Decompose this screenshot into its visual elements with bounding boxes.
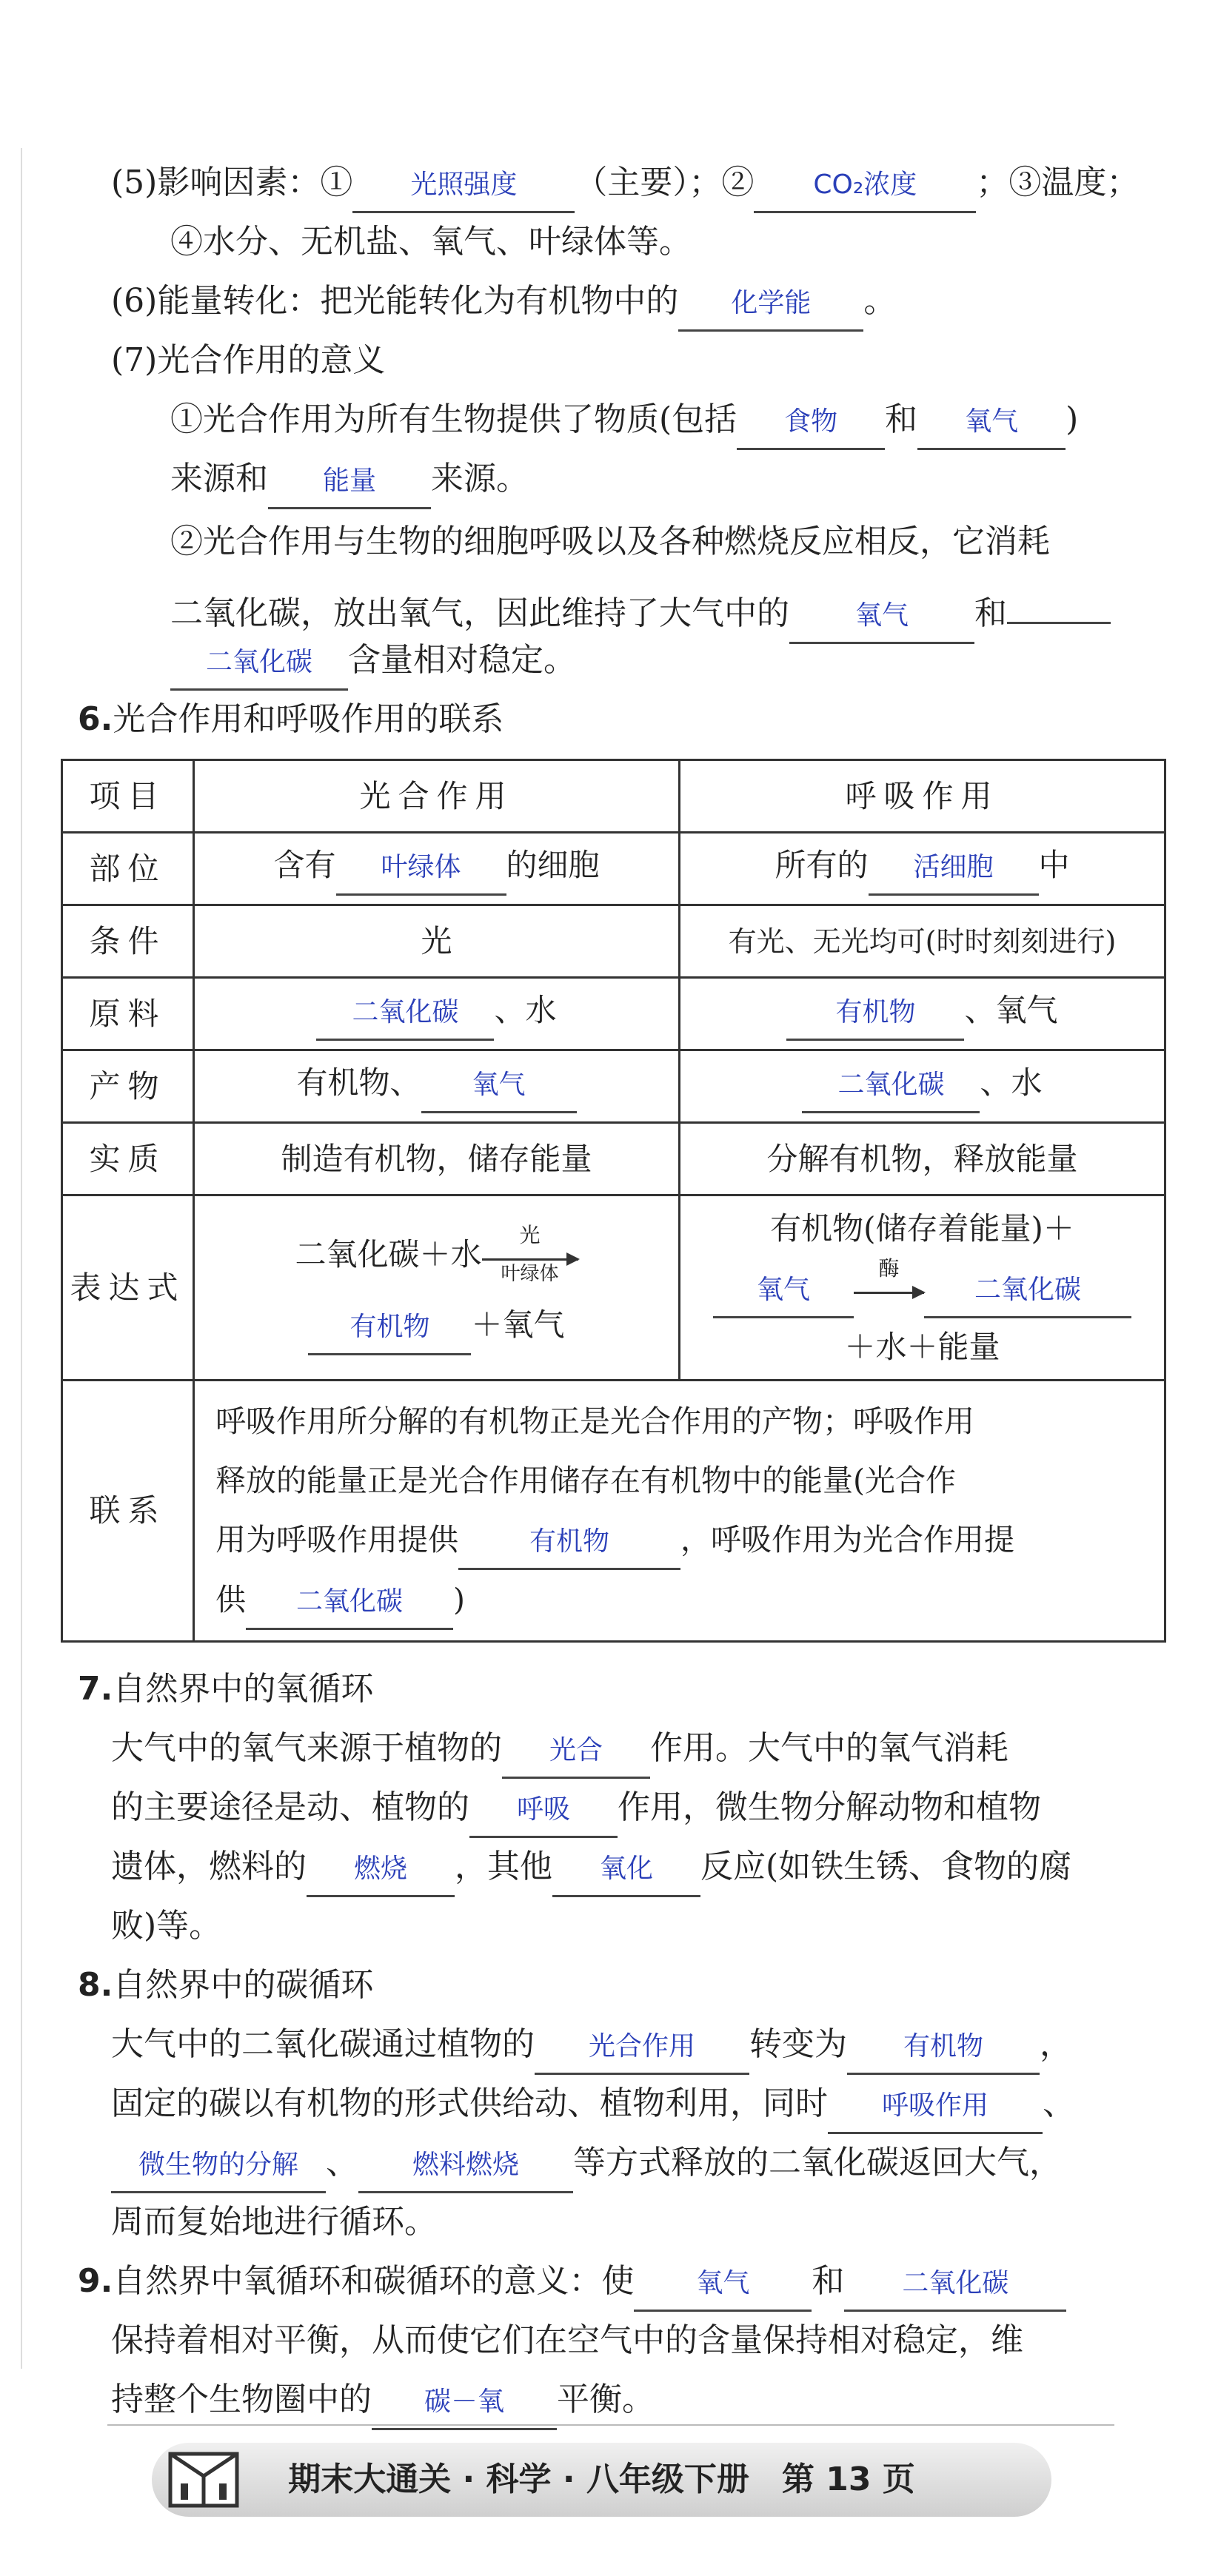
footer-rule [107, 2424, 1114, 2426]
answer-co2-material: 二氧化碳 [316, 987, 494, 1041]
answer-living-cell: 活细胞 [869, 842, 1039, 896]
answer-oxygen-9: 氧气 [634, 2258, 812, 2312]
answer-organic-relation: 有机物 [458, 1516, 680, 1570]
cell-photo-materials: 二氧化碳 、水 [194, 978, 680, 1050]
item7-p1b: 来源和 能量 来源。 [0, 448, 1221, 510]
cell-resp-condition: 有光、无光均可(时时刻刻进行) [680, 905, 1165, 978]
section7-line3: 遗体，燃料的 燃烧 ，其他 氧化 反应(如铁生锈、食物的腐 [0, 1836, 1221, 1898]
cell-photo-products: 有机物、 氧气 [194, 1050, 680, 1123]
answer-organic-expr: 有机物 [308, 1301, 471, 1355]
row-label: 部位 [62, 833, 194, 905]
answer-oxygen-product: 氧气 [421, 1059, 577, 1113]
answer-microbe-decomposition: 微生物的分解 [111, 2139, 326, 2193]
answer-photosynthesis-2: 光合作用 [535, 2021, 749, 2075]
table-row-products [62, 1050, 1165, 1123]
answer-organic-2: 有机物 [847, 2021, 1040, 2075]
section9-line2: 保持着相对平衡，从而使它们在空气中的含量保持相对稳定，维 [111, 2321, 1023, 2359]
answer-food: 食物 [737, 396, 885, 450]
table-header-row [62, 760, 1165, 833]
answer-organic-material: 有机物 [786, 987, 964, 1041]
answer-carbon-oxygen: 碳－氧 [372, 2376, 557, 2430]
row-label: 原料 [62, 978, 194, 1050]
section7-line4: 败)等。 [111, 1907, 222, 1945]
item7-p1: ①光合作用为所有生物提供了物质(包括 食物 和 氧气 ) [0, 389, 1221, 451]
item7-title: (7)光合作用的意义 [111, 341, 386, 379]
section7-heading: 7.自然界中的氧循环 [78, 1670, 374, 1708]
table-row-essence [62, 1123, 1165, 1195]
table-row-location [62, 833, 1165, 905]
row-label: 联系 [62, 1381, 194, 1642]
enzyme-arrow: 酶 [854, 1261, 924, 1320]
cell-resp-products: 二氧化碳 、水 [680, 1050, 1165, 1123]
answer-blank-trailing [1007, 570, 1111, 624]
cell-photo-condition: 光 [194, 905, 680, 978]
row-label: 条件 [62, 905, 194, 978]
answer-co2-2: 二氧化碳 [170, 637, 348, 691]
answer-oxygen-2: 氧气 [789, 590, 974, 644]
answer-co2-expr: 二氧化碳 [924, 1264, 1131, 1318]
cell-relation: 呼吸作用所分解的有机物正是光合作用的产物；呼吸作用 释放的能量正是光合作用储存在有机物中的能量(光合作 用为呼吸作用提供 有机物 ，呼吸作用为光合作用提 供 二氧化碳 ) [194, 1381, 1165, 1642]
table-header-respiration: 呼吸作用 [680, 760, 1165, 833]
row-label: 产物 [62, 1050, 194, 1123]
cell-photo-expression: 二氧化碳＋水 光 叶绿体 有机物 ＋氧气 [194, 1195, 680, 1381]
answer-co2-product: 二氧化碳 [802, 1059, 980, 1113]
section8-line4: 周而复始地进行循环。 [111, 2203, 437, 2241]
cell-resp-location: 所有的 活细胞 中 [680, 833, 1165, 905]
section8-line2: 固定的碳以有机物的形式供给动、植物利用，同时 呼吸作用 、 [0, 2073, 1221, 2135]
answer-respiration-2: 呼吸作用 [828, 2080, 1043, 2134]
answer-co2-9: 二氧化碳 [844, 2258, 1066, 2312]
item6-energy: (6)能量转化：把光能转化为有机物中的 化学能 。 [0, 270, 1221, 332]
table-row-condition [62, 905, 1165, 978]
section8-line3: 微生物的分解 、 燃料燃烧 等方式释放的二氧化碳返回大气， [0, 2132, 1221, 2194]
cell-resp-expression: 有机物(储存着能量)＋ 氧气 酶 二氧化碳 ＋水＋能量 [680, 1195, 1165, 1381]
answer-chemical-energy: 化学能 [678, 278, 863, 332]
section7-line1: 大气中的氧气来源于植物的 光合 作用。大气中的氧气消耗 [0, 1717, 1221, 1780]
answer-photosynthesis: 光合 [502, 1725, 650, 1779]
section8-heading: 8.自然界中的碳循环 [78, 1966, 374, 2004]
answer-fuel-combustion: 燃料燃烧 [358, 2139, 573, 2193]
row-label: 表达式 [62, 1195, 194, 1381]
section7-line2: 的主要途径是动、植物的 呼吸 作用，微生物分解动物和植物 [0, 1777, 1221, 1839]
answer-oxygen: 氧气 [917, 396, 1066, 450]
reaction-arrow: 光 叶绿体 [482, 1227, 578, 1287]
answer-co2: CO₂浓度 [754, 159, 976, 213]
section9-line1: 9.自然界中氧循环和碳循环的意义：使 氧气 和 二氧化碳 [0, 2250, 1221, 2312]
item7-p2-line1: ②光合作用与生物的细胞呼吸以及各种燃烧反应相反，它消耗 [170, 523, 1050, 560]
footer-text: 期末大通关 · 科学 · 八年级下册 第 13 页 [288, 2461, 915, 2498]
answer-co2-relation: 二氧化碳 [246, 1576, 453, 1630]
item7-p2-line3: 二氧化碳 含量相对稳定。 [0, 629, 1221, 691]
answer-oxygen-expr: 氧气 [713, 1264, 854, 1318]
answer-combustion: 燃烧 [307, 1843, 455, 1897]
answer-light-intensity: 光照强度 [352, 159, 575, 213]
item5-line1: (5)影响因素：① 光照强度 （主要）；② CO₂浓度 ；③温度； [0, 152, 1221, 214]
answer-chloroplast: 叶绿体 [336, 842, 506, 896]
cell-resp-essence: 分解有机物，释放能量 [680, 1123, 1165, 1195]
section6-heading: 6.光合作用和呼吸作用的联系 [78, 700, 504, 738]
answer-oxidation: 氧化 [552, 1843, 700, 1897]
cell-photo-essence: 制造有机物，储存能量 [194, 1123, 680, 1195]
row-label: 实质 [62, 1123, 194, 1195]
book-logo-icon [164, 2446, 246, 2513]
section9-line3: 持整个生物圈中的 碳－氧 平衡。 [0, 2369, 1221, 2431]
table-header-item: 项目 [62, 760, 194, 833]
table-row-materials [62, 978, 1165, 1050]
item5-line2: ④水分、无机盐、氧气、叶绿体等。 [170, 223, 692, 261]
section8-line1: 大气中的二氧化碳通过植物的 光合作用 转变为 有机物 ， [0, 2013, 1221, 2076]
cell-resp-materials: 有机物 、氧气 [680, 978, 1165, 1050]
table-header-photosynthesis: 光合作用 [194, 760, 680, 833]
answer-respiration: 呼吸 [469, 1784, 618, 1838]
page-footer [152, 2443, 1051, 2517]
cell-photo-location: 含有 叶绿体 的细胞 [194, 833, 680, 905]
table-row-relation [62, 1381, 1165, 1642]
item7-p2-line2: 二氧化碳，放出氧气，因此维持了大气中的 氧气 和 [0, 570, 1221, 632]
photosynthesis-respiration-table [61, 759, 1166, 1643]
answer-energy: 能量 [268, 455, 431, 509]
table-row-expression [62, 1195, 1165, 1381]
